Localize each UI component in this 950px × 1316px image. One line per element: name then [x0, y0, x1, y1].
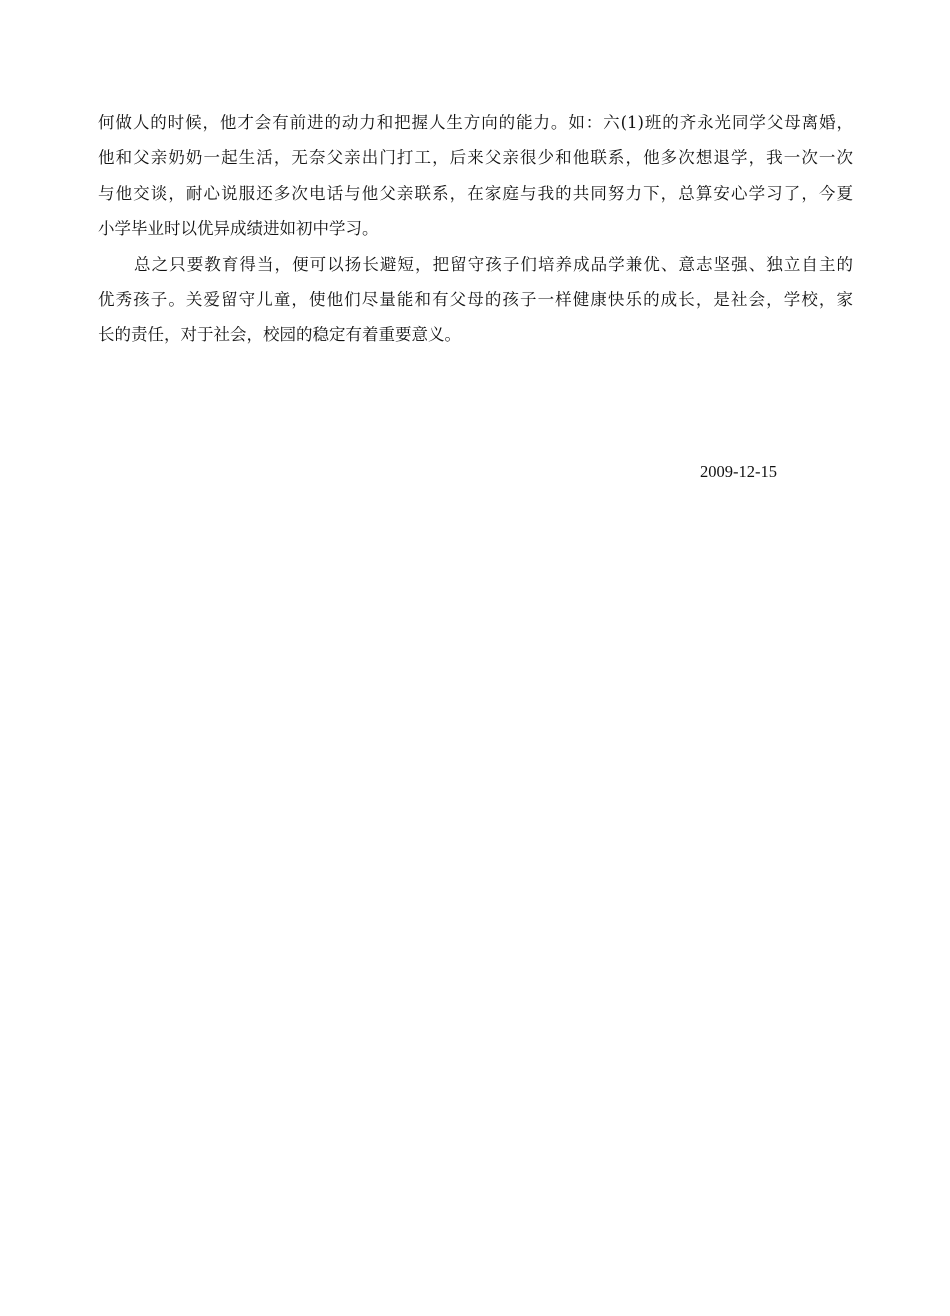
paragraph-line: 优秀孩子。关爱留守儿童，使他们尽量能和有父母的孩子一样健康快乐的成长，是社会，学校，家: [98, 289, 853, 309]
document-date: 2009-12-15: [700, 462, 777, 481]
document-body: [98, 105, 853, 353]
paragraph-line: 与他交谈，耐心说服还多次电话与他父亲联系，在家庭与我的共同努力下，总算安心学习了，今夏: [98, 183, 853, 203]
paragraph-continuation: [98, 105, 853, 247]
paragraph-line: 长的责任，对于社会，校园的稳定有着重要意义。: [98, 325, 461, 345]
paragraph-conclusion: [98, 247, 853, 353]
paragraph-line: 总之只要教育得当，便可以扬长避短，把留守孩子们培养成品学兼优、意志坚强、独立自主的: [134, 254, 853, 274]
paragraph-line: 何做人的时候，他才会有前进的动力和把握人生方向的能力。如：六(1)班的齐永光同学父母离婚，: [98, 113, 853, 132]
paragraph-line: 他和父亲奶奶一起生活，无奈父亲出门打工，后来父亲很少和他联系，他多次想退学，我一次一次: [98, 148, 853, 168]
paragraph-line: 小学毕业时以优异成绩进如初中学习。: [98, 219, 379, 239]
